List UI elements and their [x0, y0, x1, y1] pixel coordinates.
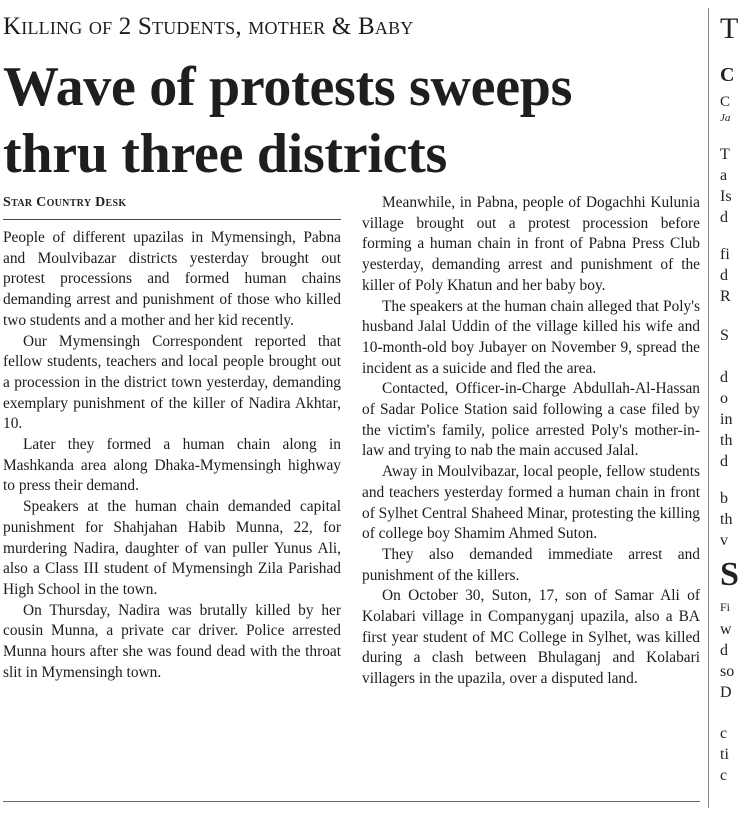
- adjacent-fragment: Is: [720, 188, 732, 205]
- adjacent-fragment: d: [720, 369, 728, 386]
- adjacent-fragment: d: [720, 453, 728, 470]
- adjacent-fragment: a: [720, 167, 728, 184]
- paragraph: Contacted, Officer-in-Charge Abdullah-Al-Hassan of Sadar Police Station said following a case filed by the victim's family, police arrested Poly's mother-in-law and trying to nab the main accused Jalal.: [362, 380, 700, 460]
- adjacent-fragment: C: [720, 94, 731, 110]
- adjacent-fragment: so: [720, 663, 735, 680]
- paragraph: The speakers at the human chain alleged that Poly's husband Jalal Uddin of the village killed his wife and 10-month-old boy Jubayer on November 9, spread the incident as a suicide and fled the area.: [362, 297, 700, 377]
- bottom-divider: [3, 801, 700, 802]
- adjacent-fragment: T: [720, 12, 739, 45]
- byline-divider: [3, 219, 341, 220]
- adjacent-fragment: th: [720, 432, 733, 449]
- adjacent-fragment: S: [720, 327, 729, 344]
- adjacent-fragment: d: [720, 642, 728, 659]
- adjacent-fragment: fi: [720, 246, 730, 263]
- adjacent-fragment: o: [720, 390, 728, 407]
- headline-line-1: Wave of protests sweeps: [3, 56, 573, 118]
- adjacent-fragment: c: [720, 725, 728, 742]
- paragraph: Our Mymensingh Correspondent reported that fellow students, teachers and local people brought out a procession in the district town yesterday, demanding exemplary punishment of the killer of Nadira Akhtar, 10.: [3, 332, 341, 433]
- adjacent-fragment: Ja: [720, 112, 731, 124]
- paragraph: On Thursday, Nadira was brutally killed by her cousin Munna, a private car driver. Police arrested Munna hours after she was found dead with the throat slit in Mymensingh town.: [3, 601, 341, 681]
- adjacent-fragment: d: [720, 209, 728, 226]
- paragraph: On October 30, Suton, 17, son of Samar Ali of Kolabari village in Companyganj upazila, also a BA first year student of MC College in Sylhet, was killed during a clash between Bhulaganj and Kolabari villagers in the upazila, over a disputed land.: [362, 587, 700, 688]
- adjacent-fragment: th: [720, 511, 733, 528]
- article-column-1: [3, 228, 341, 683]
- article-byline: Star Country Desk: [3, 195, 127, 210]
- adjacent-fragment: b: [720, 490, 728, 507]
- adjacent-fragment: R: [720, 288, 731, 305]
- adjacent-fragment: d: [720, 267, 728, 284]
- paragraph: They also demanded immediate arrest and punishment of the killers.: [362, 545, 700, 584]
- adjacent-fragment: C: [720, 64, 735, 86]
- paragraph: People of different upazilas in Mymensingh, Pabna and Moulvibazar districts yesterday brought out protest processions and formed human chains demanding arrest and punishment of those who killed two students and a mother and her kid recently.: [3, 229, 341, 329]
- adjacent-fragment: Fi: [720, 600, 731, 614]
- adjacent-article-fragment: [714, 0, 739, 813]
- paragraph: Speakers at the human chain demanded capital punishment for Shahjahan Habib Munna, 22, for murdering Nadira, daughter of van puller Yunus Ali, also a Class III student of Mymensingh Zila Parishad High School in the town.: [3, 498, 341, 598]
- adjacent-fragment: T: [720, 146, 730, 163]
- adjacent-fragment: in: [720, 411, 733, 428]
- adjacent-fragment: v: [720, 532, 728, 549]
- adjacent-fragment: c: [720, 767, 728, 784]
- adjacent-fragment: S: [720, 556, 739, 593]
- adjacent-fragment: w: [720, 621, 732, 638]
- paragraph: Meanwhile, in Pabna, people of Dogachhi Kulunia village brought out a protest procession before forming a human chain in front of Pabna Press Club yesterday, demanding arrest and punishment of the killer of Poly Khatun and her baby boy.: [362, 194, 700, 294]
- adjacent-fragment: D: [720, 684, 732, 701]
- paragraph: Later they formed a human chain along in Mashkanda area along Dhaka-Mymensingh highway to press their demand.: [3, 436, 341, 495]
- adjacent-fragment: ti: [720, 746, 729, 763]
- article-headline: [3, 54, 703, 188]
- paragraph: Away in Moulvibazar, local people, fellow students and teachers yesterday formed a human chain in front of Sylhet Central Shaheed Minar, protesting the killing of college boy Shamim Ahmed Suton.: [362, 463, 700, 543]
- article-kicker: Killing of 2 Students, mother & Baby: [3, 13, 414, 40]
- column-divider: [708, 8, 709, 808]
- article-column-2: [362, 193, 700, 690]
- headline-line-2: thru three districts: [3, 123, 447, 185]
